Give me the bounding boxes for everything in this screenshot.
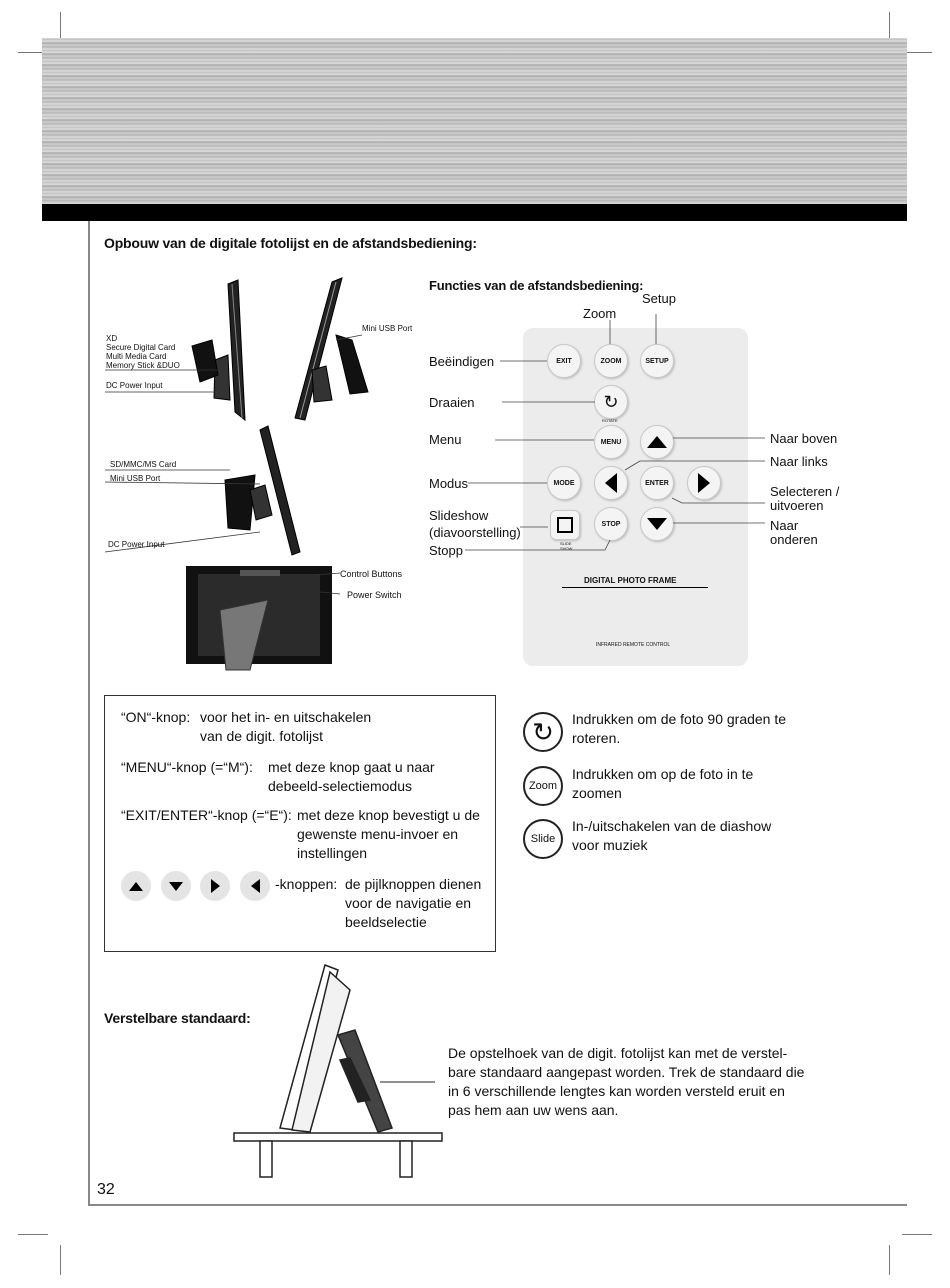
margin-rule: [88, 221, 90, 1205]
frame-side-view-left: [192, 280, 245, 420]
stand-text-2: bare standaard aangepast worden. Trek de standaard die: [448, 1064, 805, 1080]
info-down-button: [161, 871, 191, 901]
label-slideshow-1: Slideshow: [429, 508, 489, 523]
crop-mark: [60, 1245, 61, 1275]
label-power-switch: Power Switch: [347, 590, 402, 600]
exit-enter-key: “EXIT/ENTER“-knop (=“E“):: [121, 807, 292, 823]
header-bar: [42, 204, 907, 221]
footer-rule: [88, 1204, 907, 1206]
down-arrow-icon: [169, 882, 183, 891]
zoom-legend-2: zoomen: [572, 785, 622, 801]
arrows-desc-2: voor de navigatie en: [345, 895, 472, 911]
crop-mark: [889, 1245, 890, 1275]
label-rotate: Draaien: [429, 395, 475, 410]
label-zoom: Zoom: [583, 306, 617, 321]
stop-button[interactable]: STOP: [594, 507, 628, 541]
slide-legend-2: voor muziek: [572, 837, 648, 853]
rotate-icon: ↻: [532, 717, 554, 747]
rotate-legend-icon: [523, 712, 563, 752]
label-control-buttons: Control Buttons: [340, 569, 403, 579]
exit-desc-2: gewenste menu-invoer en: [297, 826, 459, 842]
label-sd-mmc-ms: SD/MMC/MS Card: [110, 460, 177, 469]
left-arrow-icon: [251, 879, 260, 893]
stand-text-1: De opstelhoek van de digit. fotolijst kan met de verstel-: [448, 1045, 788, 1061]
frame-side-view-right: [295, 278, 368, 420]
rotate-legend-1: Indrukken om de foto 90 graden te: [572, 711, 787, 727]
label-multi-media: Multi Media Card: [106, 352, 167, 361]
slide-legend-icon: Slide: [523, 819, 563, 859]
setup-button[interactable]: SETUP: [640, 344, 674, 378]
label-stop: Stopp: [429, 543, 463, 558]
label-mode: Modus: [429, 476, 469, 491]
label-left: Naar links: [770, 454, 828, 469]
frame-back-view: [186, 566, 332, 670]
rotate-legend-2: roteren.: [572, 730, 621, 746]
label-mini-usb-1: Mini USB Port: [362, 324, 413, 333]
frame-side-view-middle: [225, 426, 300, 555]
label-exit: Beëindigen: [429, 354, 495, 369]
exit-desc-3: instellingen: [297, 845, 368, 861]
crop-mark: [18, 1234, 48, 1235]
on-desc-1: voor het in- en uitschakelen: [200, 709, 372, 725]
on-desc-2: van de digit. fotolijst: [200, 728, 323, 744]
section-heading: Opbouw van de digitale fotolijst en de afstandsbediening:: [104, 235, 477, 251]
info-up-button: [121, 871, 151, 901]
stand-illustration: [230, 960, 450, 1182]
label-down-1: Naar: [770, 518, 799, 533]
crop-mark: [902, 1234, 932, 1235]
exit-desc-1: met deze knop bevestigt u de: [297, 807, 480, 823]
stand-heading: Verstelbare standaard:: [104, 1010, 251, 1026]
menu-desc-2: debeeld-selectiemodus: [268, 778, 412, 794]
info-left-button: [240, 871, 270, 901]
remote-brand-underline: [562, 587, 708, 588]
info-right-button: [200, 871, 230, 901]
label-secure-digital: Secure Digital Card: [106, 343, 176, 352]
label-down-2: onderen: [770, 532, 818, 547]
zoom-legend-icon: Zoom: [523, 766, 563, 806]
rotate-icon: ↻: [603, 391, 619, 412]
remote-footer: INFRARED REMOTE CONTROL: [596, 642, 671, 648]
label-menu: Menu: [429, 432, 462, 447]
zoom-legend-1: Indrukken om op de foto in te: [572, 766, 754, 782]
arrows-key: -knoppen:: [275, 876, 338, 892]
label-dc-power-2: DC Power Input: [108, 540, 165, 549]
enter-button[interactable]: ENTER: [640, 466, 674, 500]
label-enter-2: uitvoeren: [770, 498, 824, 513]
label-dc-power-1: DC Power Input: [106, 381, 163, 390]
arrows-desc-3: beeldselectie: [345, 914, 427, 930]
slide-caption-1: SLIDE: [560, 541, 572, 546]
remote-brand: DIGITAL PHOTO FRAME: [584, 576, 677, 585]
menu-desc-1: met deze knop gaat u naar: [268, 759, 435, 775]
label-mini-usb-2: Mini USB Port: [110, 474, 161, 483]
exit-button[interactable]: EXIT: [547, 344, 581, 378]
label-setup: Setup: [642, 291, 676, 306]
arrows-desc-1: de pijlknoppen dienen: [345, 876, 482, 892]
menu-button[interactable]: MENU: [594, 425, 628, 459]
stand-text-3: in 6 verschillende lengtes kan worden versteld eruit en: [448, 1083, 785, 1099]
up-arrow-icon: [129, 882, 143, 891]
label-slideshow-2: (diavoorstelling): [429, 525, 521, 540]
zoom-button[interactable]: ZOOM: [594, 344, 628, 378]
on-key: “ON“-knop:: [121, 709, 191, 725]
header-banner: [42, 38, 907, 204]
stand-text-4: pas hem aan uw wens aan.: [448, 1102, 619, 1118]
menu-key: “MENU“-knop (=“M“):: [121, 759, 253, 775]
label-xd: XD: [106, 334, 118, 343]
right-arrow-icon: [211, 879, 220, 893]
label-memory-stick: Memory Stick &DUO: [106, 361, 180, 370]
page-number: 32: [97, 1181, 115, 1198]
rotate-caption: ROTATE: [602, 418, 618, 423]
slide-legend-1: In-/uitschakelen van de diashow: [572, 818, 772, 834]
label-up: Naar boven: [770, 431, 838, 446]
mode-button[interactable]: MODE: [547, 466, 581, 500]
label-enter-1: Selecteren /: [770, 484, 840, 499]
remote-heading: Functies van de afstandsbediening:: [429, 278, 644, 293]
slide-caption-2: SHOW: [560, 546, 573, 551]
